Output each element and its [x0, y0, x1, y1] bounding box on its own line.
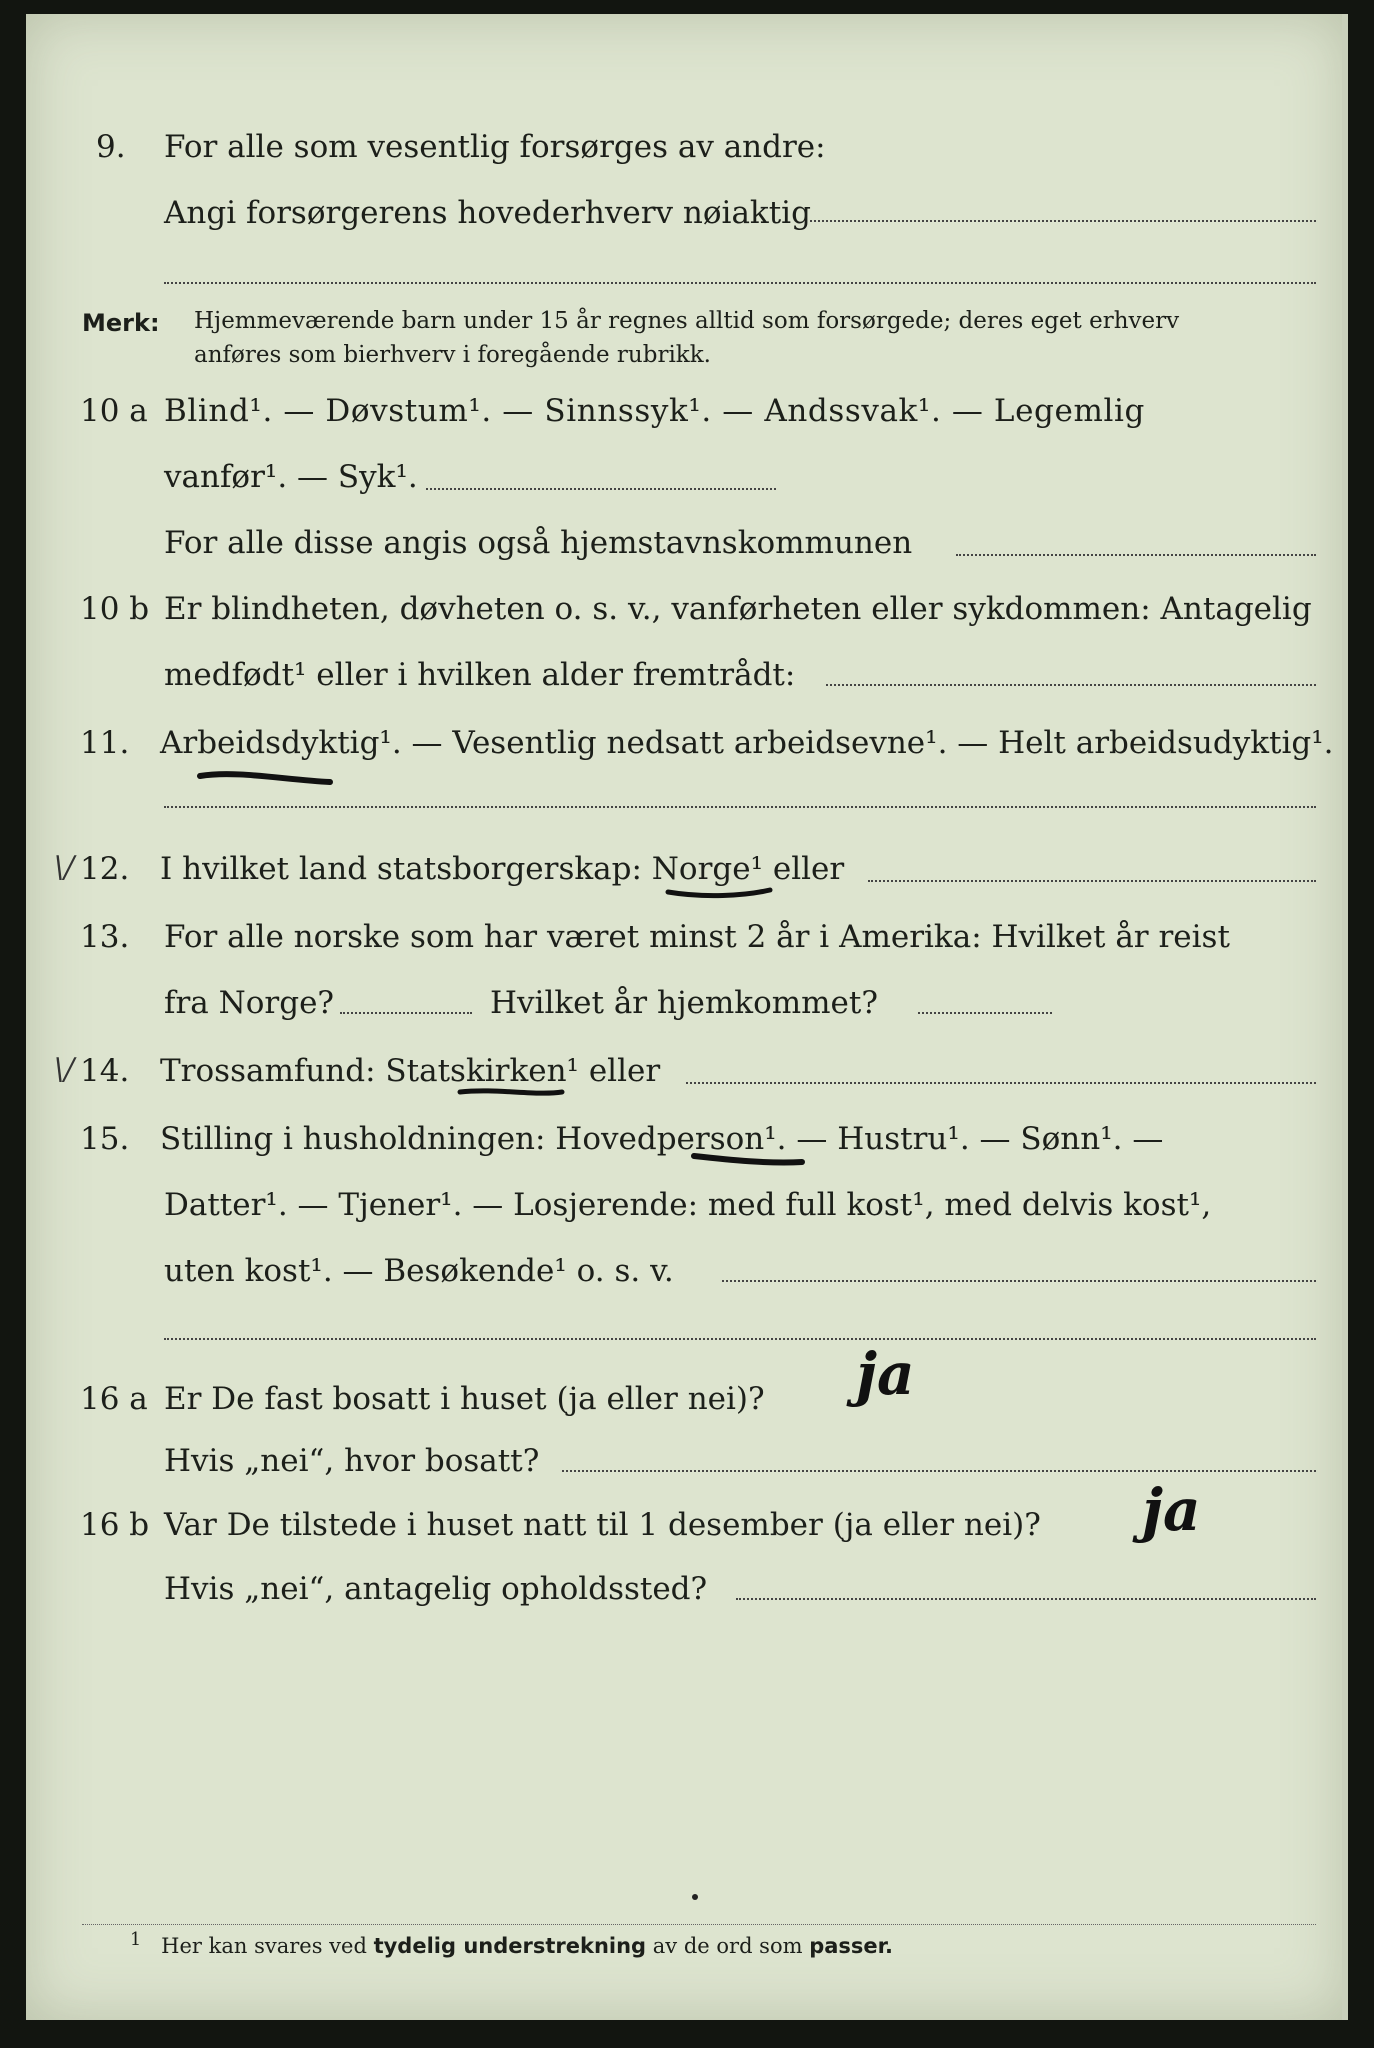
merk-text-2: anføres som bierhverv i foregående rubrikk.	[194, 342, 711, 368]
footnote-bold-2: passer.	[809, 1934, 894, 1958]
q13-text-2b: Hvilket år hjemkommet?	[490, 985, 878, 1021]
q10a-answer-line[interactable]	[426, 488, 776, 490]
q10b-answer-line[interactable]	[826, 684, 1316, 686]
q15-text-3: uten kost¹. — Besøkende¹ o. s. v.	[164, 1253, 674, 1289]
q13-answer-line-reist[interactable]	[340, 1012, 472, 1014]
q13-number: 13.	[80, 919, 130, 955]
underline-hovedperson	[690, 1146, 810, 1174]
q15-text: Stilling i husholdningen: Hovedperson¹. — Hustru¹. — Sønn¹. —	[160, 1121, 1164, 1157]
underline-statskirken	[456, 1080, 566, 1104]
q15-number: 15.	[80, 1121, 130, 1157]
merk-text: Hjemmeværende barn under 15 år regnes alltid som forsørgede; deres eget erhverv	[194, 308, 1180, 334]
q10a-number: 10 a	[80, 393, 148, 429]
underline-norge	[664, 882, 774, 906]
q11-text: Arbeidsdyktig¹. — Vesentlig nedsatt arbeidsevne¹. — Helt arbeidsudyktig¹.	[160, 725, 1334, 761]
merk-label: Merk:	[82, 309, 160, 337]
q12-answer-line[interactable]	[868, 880, 1316, 882]
underline-arbeidsdyktig	[196, 762, 336, 792]
q13-text-2a: fra Norge?	[164, 985, 335, 1021]
q12-check-mark: \/	[54, 850, 75, 885]
q12-number: 12.	[80, 851, 130, 887]
q9-text: For alle som vesentlig forsørges av andre:	[164, 129, 826, 165]
q14-answer-line[interactable]	[686, 1082, 1316, 1084]
q9-answer-line-2[interactable]	[164, 282, 1316, 284]
q9-number: 9.	[96, 129, 126, 165]
q16b-handwritten-answer: ja	[1142, 1476, 1201, 1544]
q10a-text: Blind¹. — Døvstum¹. — Sinnssyk¹. — Andssvak¹. — Legemlig	[164, 393, 1145, 429]
q11-number: 11.	[80, 725, 130, 761]
q15-answer-line[interactable]	[722, 1280, 1316, 1282]
footnote-text-mid: av de ord som	[652, 1934, 803, 1958]
q9-text-2: Angi forsørgerens hovederhverv nøiaktig	[164, 195, 811, 231]
footnote-bold: tydelig understrekning	[373, 1934, 647, 1958]
q10b-text: Er blindheten, døvheten o. s. v., vanførheten eller sykdommen: Antagelig	[164, 591, 1312, 627]
q12-text: I hvilket land statsborgerskap: Norge¹ eller	[160, 851, 845, 887]
q16a-answer-line[interactable]	[562, 1470, 1316, 1472]
footnote-rule	[82, 1924, 1316, 1925]
q15-answer-line-2[interactable]	[164, 1338, 1316, 1340]
census-form-page	[26, 14, 1346, 2020]
footnote	[130, 1930, 893, 1958]
q15-text-2: Datter¹. — Tjener¹. — Losjerende: med full kost¹, med delvis kost¹,	[164, 1187, 1212, 1223]
q16b-text: Var De tilstede i huset natt til 1 desember (ja eller nei)?	[164, 1507, 1041, 1543]
q9-answer-line[interactable]	[810, 220, 1316, 222]
q14-check-mark: \/	[54, 1052, 75, 1087]
footnote-mark: 1	[130, 1930, 142, 1950]
q11-answer-line[interactable]	[164, 806, 1316, 808]
q16b-text-2: Hvis „nei“, antagelig opholdssted?	[164, 1571, 708, 1607]
q16b-number: 16 b	[80, 1507, 150, 1543]
q16a-handwritten-answer: ja	[856, 1340, 915, 1408]
q10a-answer-line-2[interactable]	[956, 554, 1316, 556]
q16a-text: Er De fast bosatt i huset (ja eller nei)?	[164, 1381, 765, 1417]
ink-dot	[692, 1894, 698, 1900]
q13-text: For alle norske som har været minst 2 år i Amerika: Hvilket år reist	[164, 919, 1230, 955]
page-edge	[1342, 14, 1348, 2020]
q10b-number: 10 b	[80, 591, 150, 627]
q10a-text-3: For alle disse angis også hjemstavnskommunen	[164, 525, 913, 561]
footnote-text-pre: Her kan svares ved	[161, 1934, 367, 1958]
q14-number: 14.	[80, 1053, 130, 1089]
q16a-number: 16 a	[80, 1381, 148, 1417]
q16a-text-2: Hvis „nei“, hvor bosatt?	[164, 1443, 540, 1479]
q14-text: Trossamfund: Statskirken¹ eller	[160, 1053, 661, 1089]
q10a-text-2: vanfør¹. — Syk¹.	[164, 459, 418, 495]
q16b-answer-line[interactable]	[736, 1598, 1316, 1600]
q13-answer-line-hjemkommet[interactable]	[918, 1012, 1052, 1014]
q10b-text-2: medfødt¹ eller i hvilken alder fremtrådt:	[164, 657, 796, 693]
